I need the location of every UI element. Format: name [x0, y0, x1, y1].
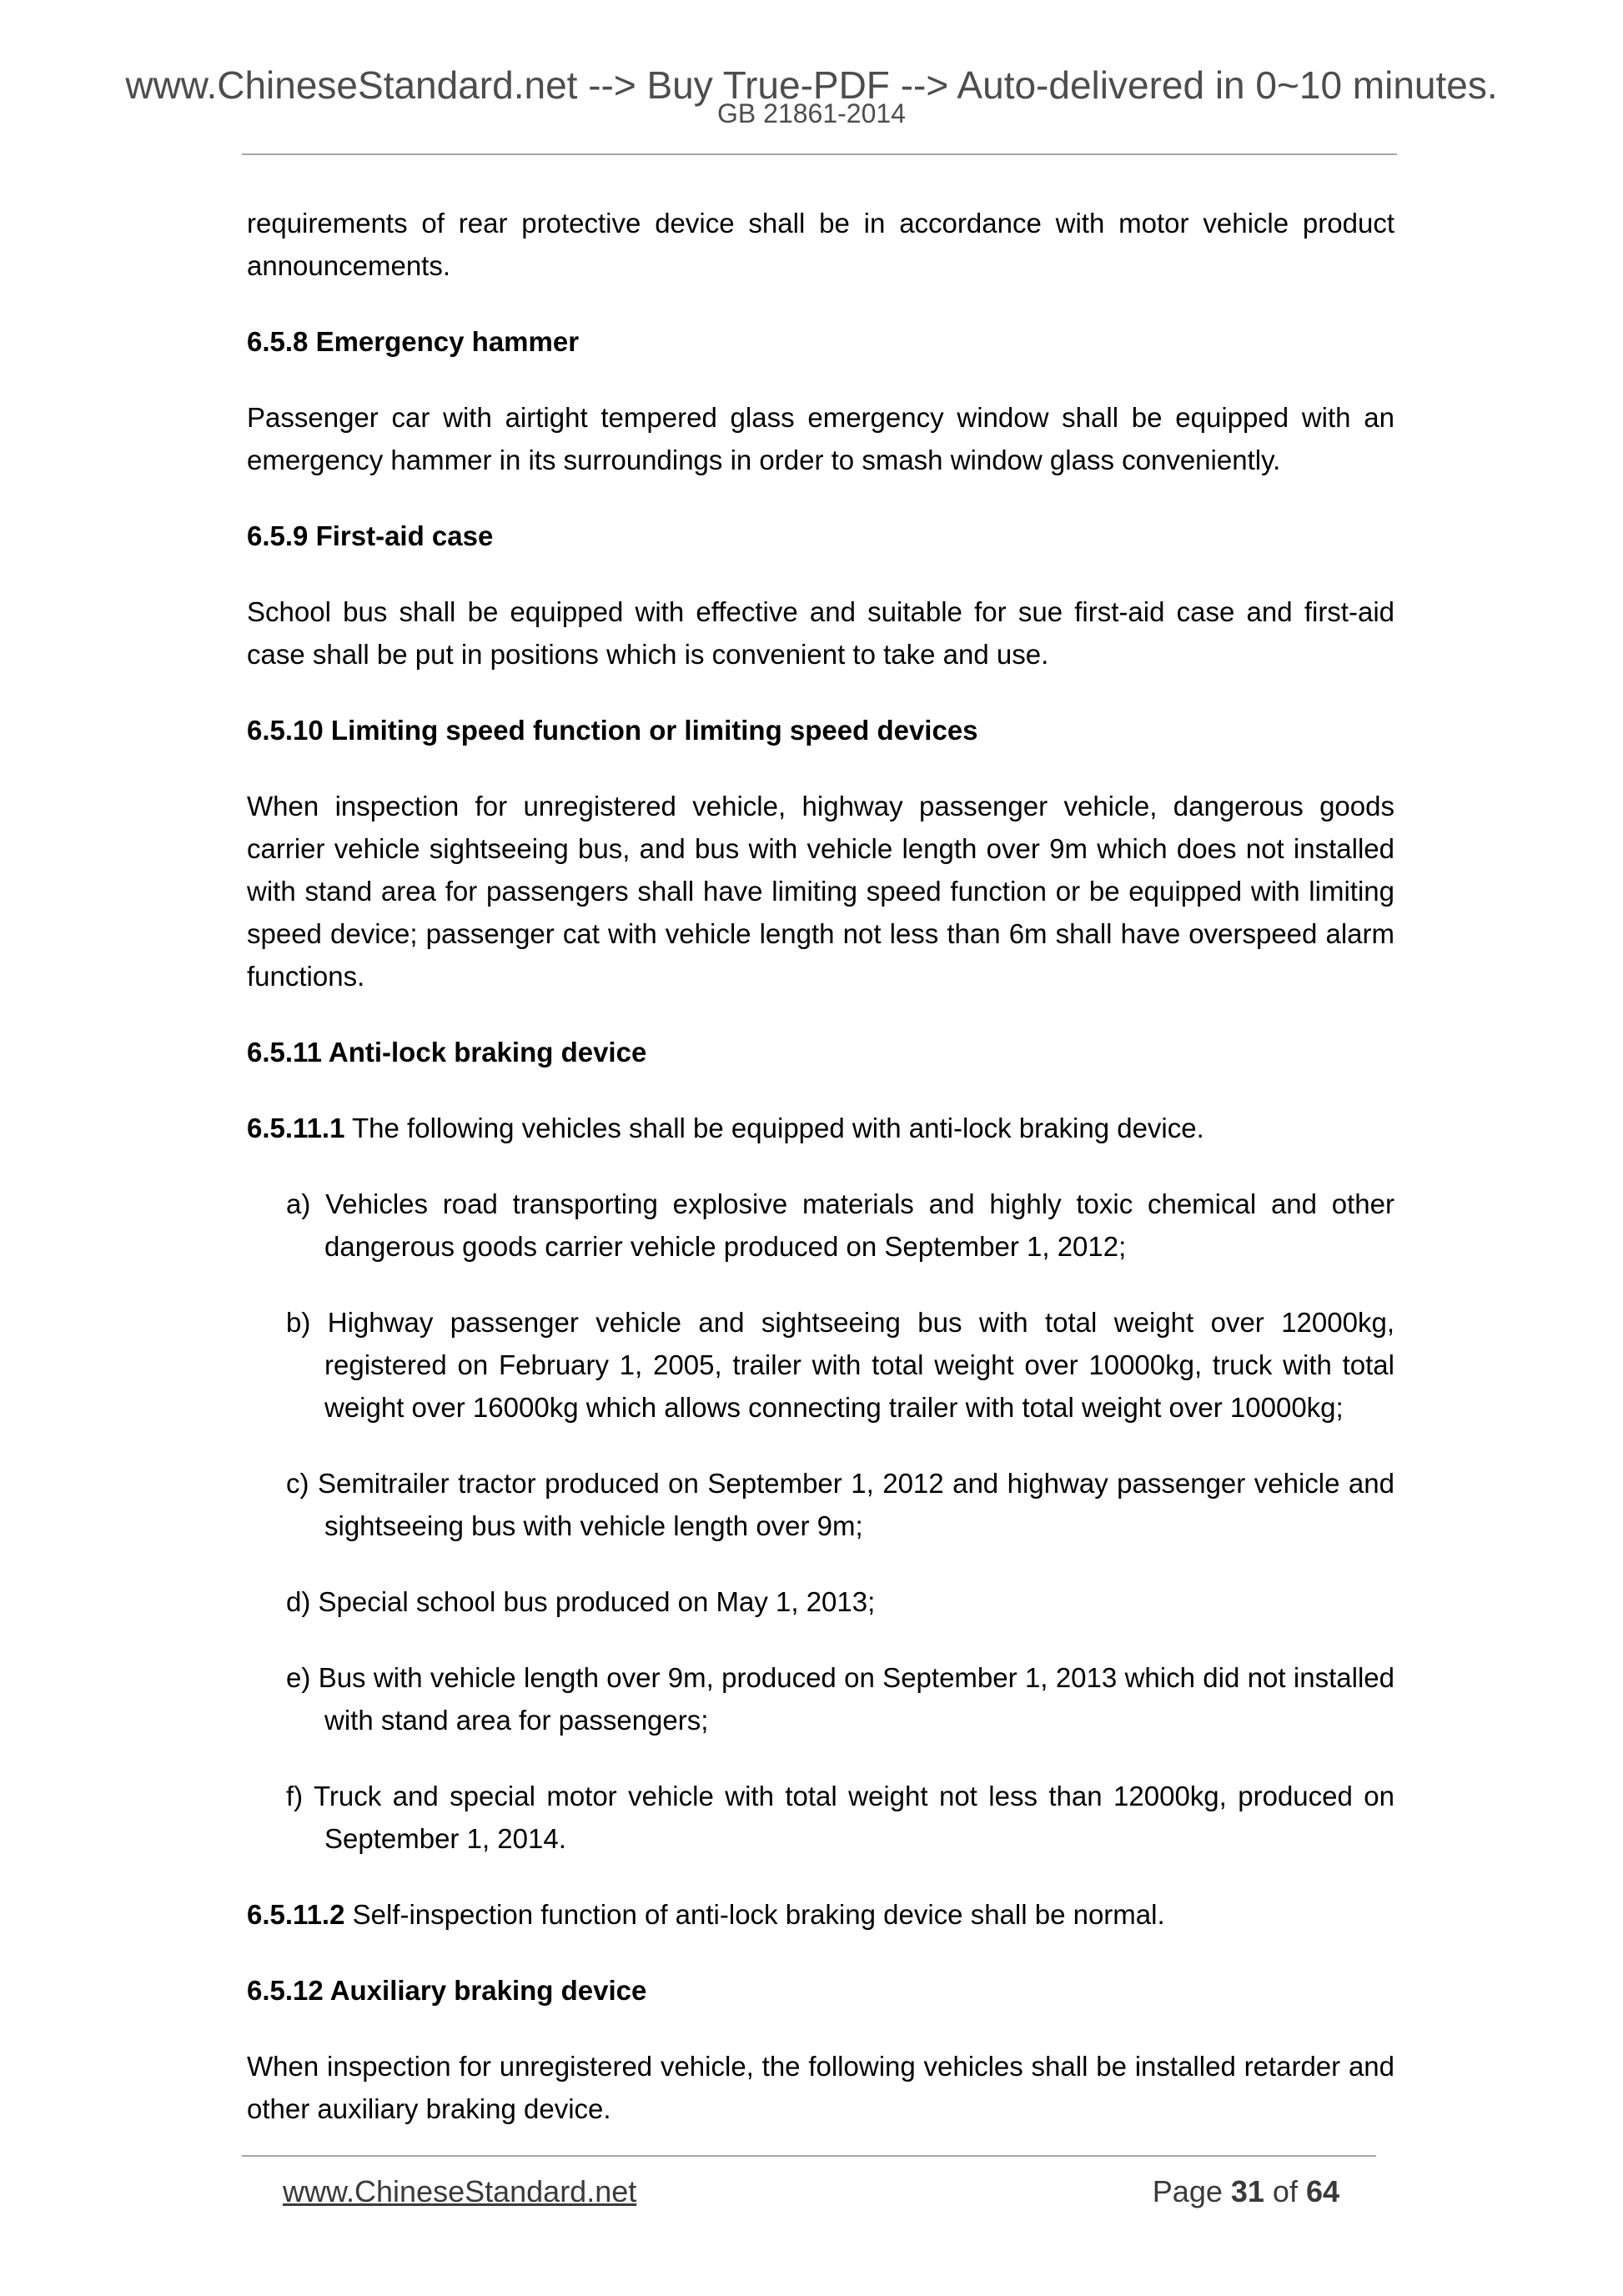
list-item-f: f) Truck and special motor vehicle with total weight not less than 12000kg, produced on September 1, 2014.	[286, 1781, 1394, 1854]
clause-6-5-11-2	[247, 1893, 1394, 1936]
intro-paragraph: requirements of rear protective device shall be in accordance with motor vehicle product announcements.	[247, 208, 1394, 281]
footer-site-link[interactable]: www.ChineseStandard.net	[283, 2174, 637, 2208]
section-6-5-9-text: School bus shall be equipped with effective and suitable for sue first-aid case and first-aid case shall be put in positions which is convenient to take and use.	[247, 596, 1394, 670]
list-item-c: c) Semitrailer tractor produced on September 1, 2012 and highway passenger vehicle and sightseeing bus with vehicle length over 9m;	[286, 1468, 1394, 1541]
section-6-5-8-text: Passenger car with airtight tempered glass emergency window shall be equipped with an emergency hammer in its surroundings in order to smash window glass conveniently.	[247, 402, 1394, 475]
section-6-5-11-heading: 6.5.11 Anti-lock braking device	[247, 1037, 647, 1068]
clause-6-5-11-1	[247, 1107, 1394, 1149]
clause-number: 6.5.11.1	[247, 1113, 345, 1143]
header-divider	[242, 153, 1397, 155]
section-6-5-12-text: When inspection for unregistered vehicle, the following vehicles shall be installed retarder and other auxiliary braking device.	[247, 2051, 1394, 2124]
current-page-number: 31	[1230, 2174, 1264, 2208]
site-banner[interactable]: www.ChineseStandard.net --> Buy True-PDF --> Auto-delivered in 0~10 minutes.	[125, 63, 1498, 107]
section-6-5-8-heading: 6.5.8 Emergency hammer	[247, 326, 580, 357]
list-item-e: e) Bus with vehicle length over 9m, produced on September 1, 2013 which did not installed with stand area for passengers;	[286, 1662, 1394, 1736]
page-of-label: of	[1264, 2174, 1306, 2208]
page-content	[247, 202, 1394, 2163]
section-6-5-9-heading: 6.5.9 First-aid case	[247, 520, 494, 551]
section-6-5-10-text: When inspection for unregistered vehicle, highway passenger vehicle, dangerous goods carrier vehicle sightseeing bus, and bus with vehicle length over 9m which does not installed with stand area for passengers shall have limiting speed function or be equipped with limiting speed device; passenger cat with vehicle length not less than 6m shall have overspeed alarm functions.	[247, 791, 1394, 992]
clause-text: Self-inspection function of anti-lock braking device shall be normal.	[344, 1899, 1165, 1930]
page-indicator	[1153, 2173, 1339, 2210]
clause-text: The following vehicles shall be equipped with anti-lock braking device.	[344, 1113, 1204, 1143]
document-id: GB 21861-2014	[717, 98, 906, 128]
footer-divider	[242, 2155, 1376, 2157]
total-page-count: 64	[1305, 2174, 1339, 2208]
list-item-a: a) Vehicles road transporting explosive materials and highly toxic chemical and other dangerous goods carrier vehicle produced on September 1, 2012;	[286, 1188, 1394, 1262]
section-6-5-10-heading: 6.5.10 Limiting speed function or limiting speed devices	[247, 715, 978, 746]
list-item-d: d) Special school bus produced on May 1, 2013;	[286, 1586, 876, 1617]
clause-number: 6.5.11.2	[247, 1899, 345, 1930]
section-6-5-12-heading: 6.5.12 Auxiliary braking device	[247, 1975, 647, 2006]
page-label: Page	[1152, 2174, 1231, 2208]
list-item-b: b) Highway passenger vehicle and sightseeing bus with total weight over 12000kg, registered on February 1, 2005, trailer with total weight over 10000kg, truck with total weight over 16000kg which allows connecting trailer with total weight over 10000kg;	[286, 1307, 1394, 1423]
